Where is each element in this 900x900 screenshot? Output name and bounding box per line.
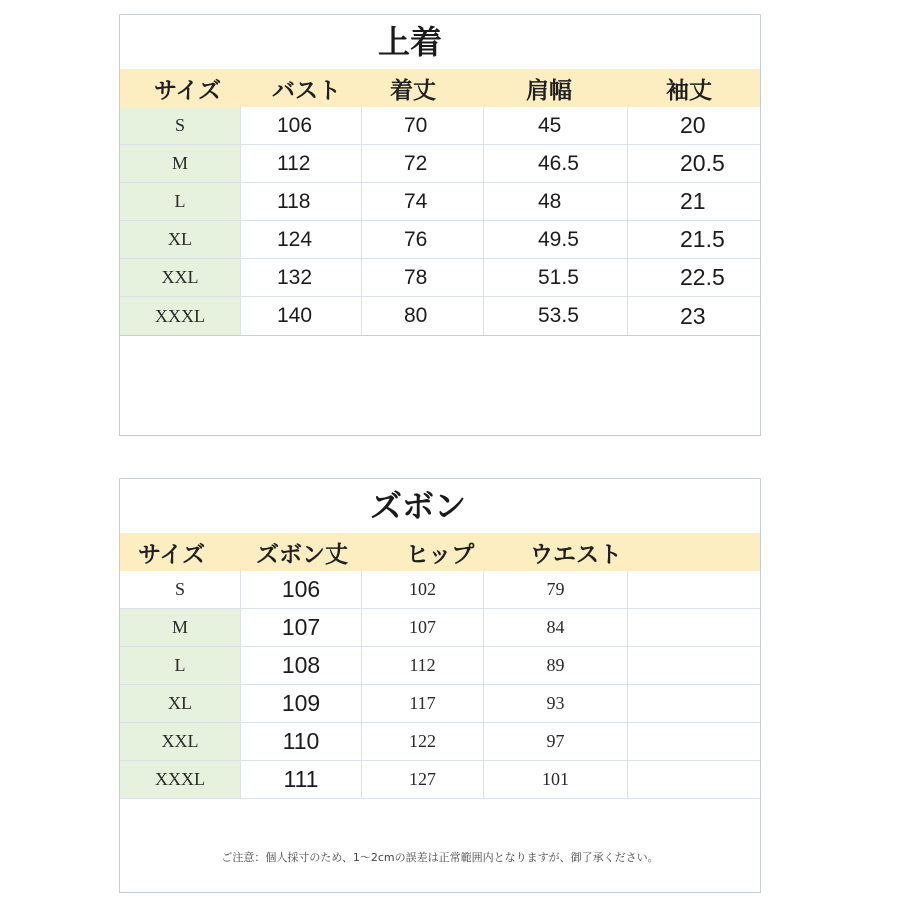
tops-header-bust: バスト bbox=[272, 77, 341, 104]
pants-length-value: 111 bbox=[241, 761, 362, 798]
pants-header-row bbox=[120, 533, 760, 571]
table-row bbox=[120, 259, 760, 297]
shoulder-value: 45 bbox=[484, 107, 628, 144]
pants-header-waist: ウエスト bbox=[530, 541, 622, 568]
length-value: 78 bbox=[362, 259, 484, 296]
pants-length-value: 106 bbox=[241, 571, 362, 608]
pants-title: ズボン bbox=[370, 487, 467, 525]
length-value: 72 bbox=[362, 145, 484, 182]
size-label: M bbox=[120, 145, 241, 182]
shoulder-value: 46.5 bbox=[484, 145, 628, 182]
bust-value: 132 bbox=[241, 259, 362, 296]
length-value: 76 bbox=[362, 221, 484, 258]
bust-value: 124 bbox=[241, 221, 362, 258]
pants-length-value: 108 bbox=[241, 647, 362, 684]
empty-cell bbox=[628, 685, 760, 722]
hip-value: 122 bbox=[362, 723, 484, 760]
bust-value: 106 bbox=[241, 107, 362, 144]
pants-header-length: ズボン丈 bbox=[256, 541, 348, 568]
hip-value: 102 bbox=[362, 571, 484, 608]
empty-cell bbox=[628, 761, 760, 798]
sleeve-value: 20 bbox=[680, 112, 706, 138]
table-row bbox=[120, 571, 760, 609]
tops-header-length: 着丈 bbox=[390, 77, 436, 104]
sleeve-value: 21.5 bbox=[680, 226, 725, 252]
waist-value: 89 bbox=[484, 647, 628, 684]
measurement-note: ご注意：個人採寸のため、1〜2cmの誤差は正常範囲内となりますが、御了承ください。 bbox=[221, 851, 659, 864]
table-row bbox=[120, 221, 760, 259]
hip-value: 107 bbox=[362, 609, 484, 646]
tops-header-size: サイズ bbox=[154, 77, 222, 104]
pants-header-hip: ヒップ bbox=[406, 541, 475, 568]
bust-value: 112 bbox=[241, 145, 362, 182]
bust-value: 118 bbox=[241, 183, 362, 220]
size-label: S bbox=[120, 571, 241, 608]
shoulder-value: 53.5 bbox=[484, 297, 628, 335]
tops-header-shoulder: 肩幅 bbox=[526, 77, 572, 104]
hip-value: 127 bbox=[362, 761, 484, 798]
waist-value: 97 bbox=[484, 723, 628, 760]
size-label: L bbox=[120, 647, 241, 684]
table-row bbox=[120, 183, 760, 221]
table-row bbox=[120, 647, 760, 685]
tops-header-sleeve: 袖丈 bbox=[666, 77, 712, 104]
size-label: XXXL bbox=[120, 297, 241, 335]
table-row bbox=[120, 107, 760, 145]
waist-value: 93 bbox=[484, 685, 628, 722]
size-label: L bbox=[120, 183, 241, 220]
tops-header-row bbox=[120, 69, 760, 107]
table-row bbox=[120, 761, 760, 799]
table-row bbox=[120, 297, 760, 335]
empty-cell bbox=[628, 723, 760, 760]
size-label: S bbox=[120, 107, 241, 144]
hip-value: 117 bbox=[362, 685, 484, 722]
bust-value: 140 bbox=[241, 297, 362, 335]
divider bbox=[120, 335, 760, 336]
pants-size-table bbox=[119, 478, 761, 893]
sleeve-value: 21 bbox=[680, 188, 706, 214]
shoulder-value: 48 bbox=[484, 183, 628, 220]
empty-cell bbox=[628, 647, 760, 684]
pants-length-value: 110 bbox=[241, 723, 362, 760]
size-label: XXXL bbox=[120, 761, 241, 798]
tops-size-table bbox=[119, 14, 761, 436]
waist-value: 84 bbox=[484, 609, 628, 646]
size-label: XL bbox=[120, 221, 241, 258]
size-label: M bbox=[120, 609, 241, 646]
sleeve-value: 22.5 bbox=[680, 264, 725, 290]
table-row bbox=[120, 145, 760, 183]
length-value: 74 bbox=[362, 183, 484, 220]
size-label: XXL bbox=[120, 723, 241, 760]
table-row bbox=[120, 685, 760, 723]
tops-title: 上着 bbox=[378, 23, 443, 61]
shoulder-value: 51.5 bbox=[484, 259, 628, 296]
pants-length-value: 107 bbox=[241, 609, 362, 646]
waist-value: 79 bbox=[484, 571, 628, 608]
shoulder-value: 49.5 bbox=[484, 221, 628, 258]
waist-value: 101 bbox=[484, 761, 628, 798]
length-value: 70 bbox=[362, 107, 484, 144]
pants-length-value: 109 bbox=[241, 685, 362, 722]
table-row bbox=[120, 609, 760, 647]
empty-cell bbox=[628, 609, 760, 646]
length-value: 80 bbox=[362, 297, 484, 335]
hip-value: 112 bbox=[362, 647, 484, 684]
empty-cell bbox=[628, 571, 760, 608]
sleeve-value: 23 bbox=[680, 302, 706, 329]
sleeve-value: 20.5 bbox=[680, 150, 725, 176]
pants-header-size: サイズ bbox=[138, 541, 206, 568]
size-label: XXL bbox=[120, 259, 241, 296]
size-label: XL bbox=[120, 685, 241, 722]
table-row bbox=[120, 723, 760, 761]
